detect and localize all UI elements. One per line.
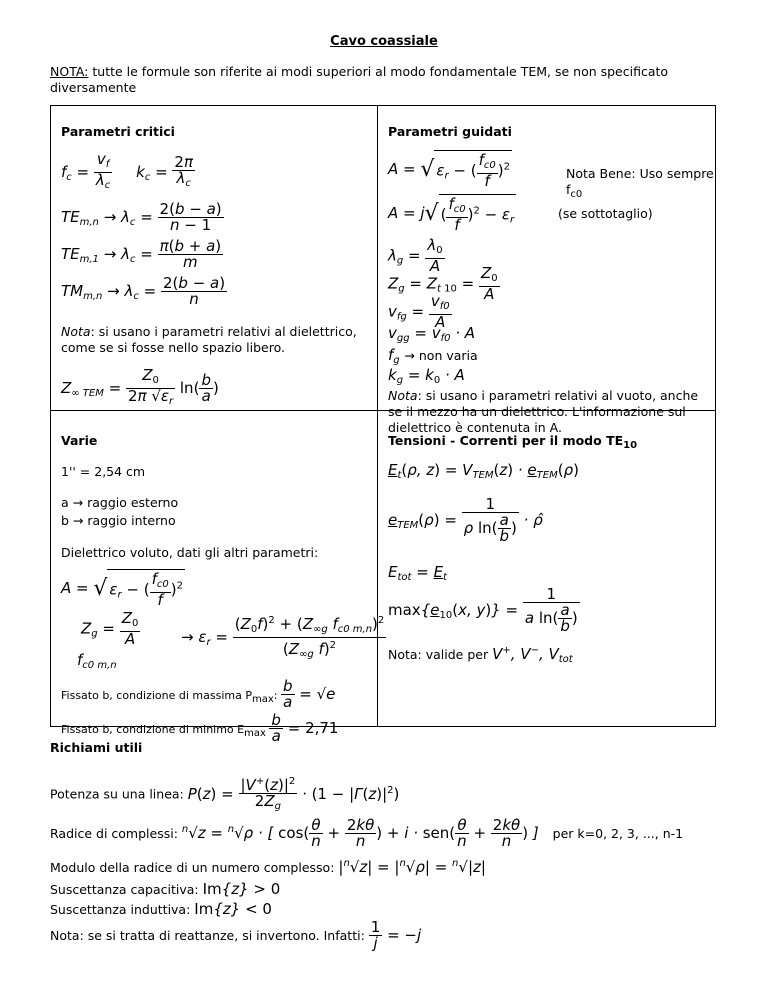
a-definition: a → raggio esterno [61, 495, 179, 510]
formula-max-e10: $\max\{e_{10}(x$, y)} = 1 a ln( $\frac{a}{b}$ ) [388, 585, 578, 635]
sottotaglio-label: (se sottotaglio) [558, 206, 653, 221]
formula-tm-mn: $TM_{m,n} \to \lambda_c$ = $\frac{2(b - a)}{n}$ [61, 274, 226, 308]
formula-zg: $Z_g = Z_{t 10}$ = $\frac{Z_0}{A}$ [388, 264, 498, 303]
varie-fc0mn: $f_{c0 m,n}$ [77, 651, 117, 671]
modulo-label: Modulo della radice di un numero complesso: [50, 860, 335, 875]
reattanze-note: Nota: se si tratta di reattanze, si invertono. Infatti: [50, 928, 365, 943]
nota-bene [566, 166, 715, 203]
critici-note-text: : si usano i parametri relativi al dielettrico, come se si fosse nello spazio libero. [61, 324, 357, 355]
varie-formula-a: A = √ $\varepsilon_r$ − ( $\frac{f_{c0}}{f}$ )$^2$ [61, 570, 183, 609]
condizione-massima-sub: max [251, 694, 274, 705]
formula-grid [50, 105, 716, 745]
heading-tensioni [388, 433, 637, 451]
nota-bene-sub: c0 [570, 189, 583, 200]
formula-vgg: $v_{gg} = v_{f0} \cdot A$ [388, 324, 476, 344]
capacitiva-line: Suscettanza capacitiva: Im{z} > 0 [50, 880, 281, 898]
inch-conversion: 1'' = 2,54 cm [61, 464, 146, 479]
induttiva-label: Suscettanza induttiva: [50, 902, 191, 917]
formula-a: A = √ $\varepsilon_r$ − ( $\frac{f_{c0}}{f}$ )$^2$ [388, 151, 510, 190]
capacitiva-label: Suscettanza capacitiva: [50, 882, 199, 897]
formula-a-sottotaglio: A = j√ ( $\frac{f_{c0}}{f}$ )$^2 - \varepsilon_r$ [388, 195, 515, 234]
richiami-heading: Richiami utili [50, 740, 143, 755]
nota-bene-text: Nota Bene: Uso sempre f [566, 166, 714, 197]
condizione-massima: Fissato b, condizione di massima Pmax: $\frac{b}{a}$ = √e [61, 677, 336, 711]
formula-fc: $f_c$ = $\frac{v_f}{\lambda_c}$ $k_c$ = $\frac{2\pi}{\lambda_c}$ [61, 150, 193, 191]
box-parametri-guidati [378, 106, 716, 435]
valide-note: Nota: valide per V+, V−, $V_{tot}$ [388, 645, 573, 665]
induttiva-line: Suscettanza induttiva: Im{z} < 0 [50, 900, 272, 918]
formula-fg: $f_g$ → non varia [388, 346, 478, 366]
condizione-minimo-value: 2,71 [305, 719, 339, 737]
formula-te-mn: $TE_{m,n} \to \lambda_c$ = $\frac{2(b - a)}{n - 1}$ [61, 200, 222, 234]
critici-note [61, 324, 366, 356]
formula-e-tem: $e_{TEM}(\rho)$ = 1 ρ ln( $\frac{a}{b}$ ) · ρ̂ [388, 495, 543, 545]
formula-lambda-g: $\lambda_g$ = $\frac{\lambda_0}{A}$ [388, 236, 443, 275]
heading-guidati: Parametri guidati [388, 124, 512, 139]
radice-k-note: per k=0, 2, 3, ..., n-1 [552, 826, 684, 841]
guidati-note-label: Nota [388, 388, 418, 403]
condizione-minimo-sub: max [244, 728, 266, 739]
formula-etot: $E_{tot} = E_t$ [388, 563, 447, 583]
varie-formula-zg: $Z_g$ = $\frac{Z_0}{A}$ [81, 609, 139, 648]
box-varie [51, 411, 385, 745]
reattanze-line: Nota: se si tratta di reattanze, si invertono. Infatti: $\frac{1}{j}$ = −j [50, 918, 422, 952]
top-note-label: NOTA: [50, 64, 89, 79]
top-note [50, 64, 720, 96]
heading-tensioni-text: Tensioni - Correnti per il modo TE [388, 433, 624, 448]
formula-et: $E_t(\rho$, $z) = V_{TEM}(z) \cdot e_{TEM}(\rho)$ [388, 461, 579, 481]
valide-note-text: Nota: valide per [388, 647, 493, 662]
potenza-label: Potenza su una linea: [50, 786, 184, 802]
formula-vfg: $v_{fg}$ = $\frac{v_{f0}}{A}$ [388, 292, 450, 331]
guidati-note-text: : si usano i parametri relativi al vuoto, anche se il mezzo ha un dielettrico. L'informazione sul dielettrico è contenuta in A. [388, 388, 699, 435]
b-definition: b → raggio interno [61, 513, 176, 528]
varie-formula-er: → $\varepsilon_r$ = $\frac{(Z_0f)^2 + (Z_{\infty g} f_{c0 m,n})^2}{(Z_{\infty g} f)^2}$ [181, 615, 385, 660]
modulo-line: Modulo della radice di un numero complesso: $|^n√z| = |^n√\rho| = ^n√|z|$ [50, 858, 486, 876]
critici-note-label: Nota [61, 324, 91, 339]
box-parametri-critici [51, 106, 378, 411]
condizione-minimo: Fissato b, condizione di minimo Emax $\frac{b}{a}$ = 2,71 [61, 711, 339, 745]
radice-line: Radice di complessi: $^n$√z = $^n$√ρ · [ cos( $\frac{\theta}{n}$ + $\frac{2k\theta}{n}$ ) + i · sen( $\frac{\theta}{n}$ + $\frac{2k\theta}{n}$ ) ] per k=0, 2, 3, ..., n-1 [50, 816, 684, 850]
formula-kg: $k_g = k_0 \cdot A$ [388, 366, 465, 386]
heading-critici: Parametri critici [61, 124, 175, 139]
condizione-minimo-label: Fissato b, condizione di minimo E [61, 723, 245, 736]
heading-tensioni-sub: 10 [623, 440, 638, 451]
formula-te-m1: $TE_{m,1} \to \lambda_c$ = $\frac{\pi(b + a)}{m}$ [61, 237, 222, 271]
non-varia-label: → non varia [404, 348, 478, 363]
potenza-line: Potenza su una linea: P(z) = $\frac{|V^+(z)|^2}{2Z_g}$ · $(1 - |\Gamma(z)|^2)$ [50, 776, 400, 812]
heading-varie: Varie [61, 433, 98, 448]
formula-z-tem: $Z_{\infty TEM}$ = $\frac{Z_0}{2\pi √\varepsilon_r}$ ln( $\frac{b}{a}$ ) [61, 366, 219, 407]
page-title: Cavo coassiale [330, 34, 438, 49]
dielettrico-label: Dielettrico voluto, dati gli altri parametri: [61, 545, 319, 560]
radice-label: Radice di complessi: [50, 826, 178, 841]
condizione-massima-label: Fissato b, condizione di massima P [61, 689, 252, 702]
top-note-text: tutte le formule son riferite ai modi superiori al modo fondamentale TEM, se non specificato diversamente [50, 64, 669, 95]
box-tensioni [378, 411, 716, 727]
